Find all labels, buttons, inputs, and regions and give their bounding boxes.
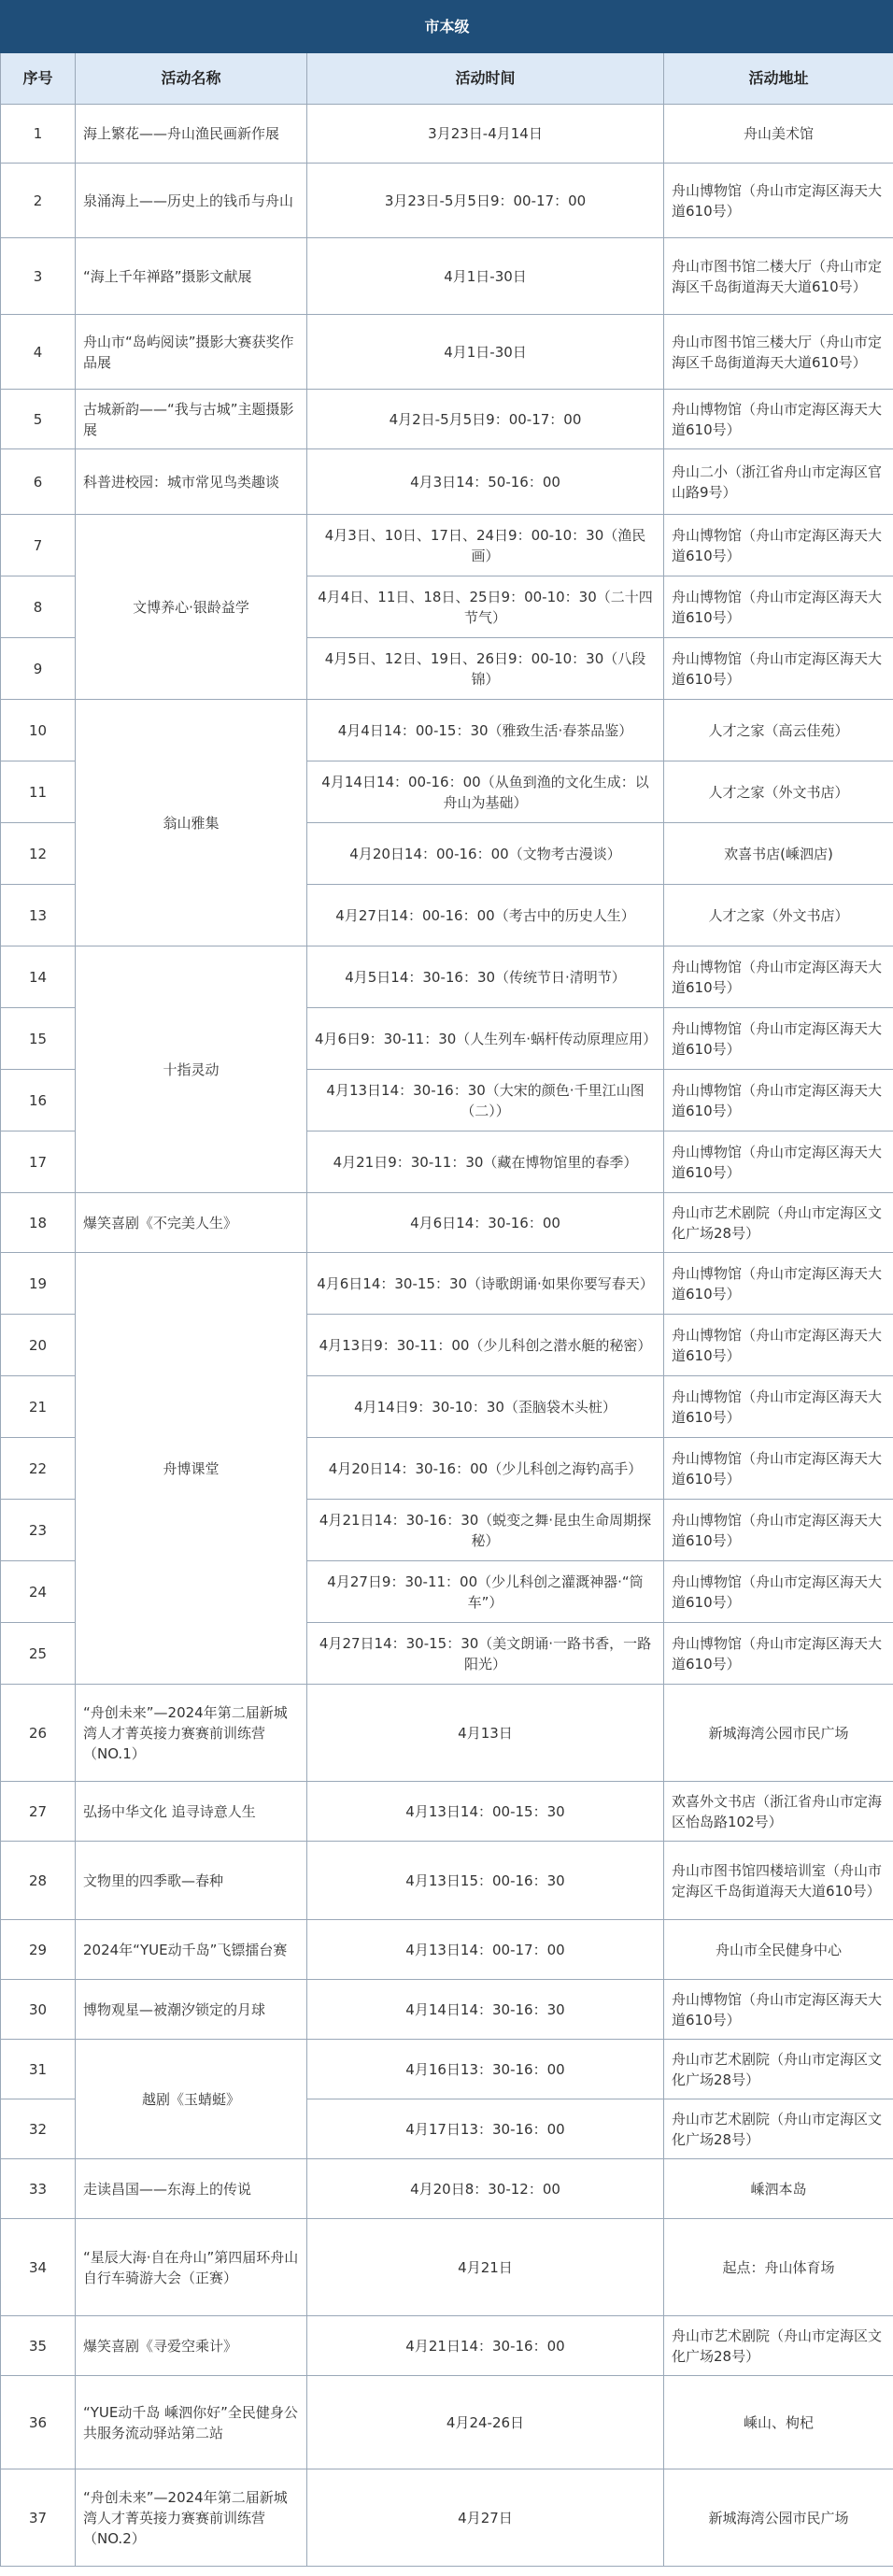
table-row xyxy=(1,946,893,1008)
row-name: “舟创未来”—2024年第二届新城湾人才菁英接力赛赛前训练营（NO.1） xyxy=(76,1685,307,1782)
row-name-group: 越剧《玉蜻蜓》 xyxy=(76,2040,307,2159)
row-name: 爆笑喜剧《不完美人生》 xyxy=(76,1193,307,1253)
row-name: 古城新韵——“我与古城”主题摄影展 xyxy=(76,390,307,449)
table-row xyxy=(1,105,893,164)
table-row xyxy=(1,238,893,315)
row-num: 14 xyxy=(1,946,76,1008)
row-time: 4月13日 xyxy=(307,1685,664,1782)
row-addr: 舟山博物馆（舟山市定海区海天大道610号） xyxy=(664,164,893,238)
row-time: 4月2日-5月5日9：00-17：00 xyxy=(307,390,664,449)
row-addr: 舟山市艺术剧院（舟山市定海区文化广场28号） xyxy=(664,2040,893,2099)
row-time: 4月14日9：30-10：30（歪脑袋木头桩） xyxy=(307,1376,664,1438)
row-time: 4月21日9：30-11：30（藏在博物馆里的春季） xyxy=(307,1131,664,1193)
row-time: 3月23日-5月5日9：00-17：00 xyxy=(307,164,664,238)
row-time: 4月14日14：00-16：00（从鱼到渔的文化生成：以舟山为基础） xyxy=(307,761,664,823)
row-name-group: 文博养心·银龄益学 xyxy=(76,515,307,700)
row-name: 海上繁花——舟山渔民画新作展 xyxy=(76,105,307,164)
table-row xyxy=(1,1193,893,1253)
row-addr: 嵊山、枸杞 xyxy=(664,2376,893,2469)
row-num: 6 xyxy=(1,449,76,515)
row-time: 4月27日14：30-15：30（美文朗诵·一路书香，一路阳光） xyxy=(307,1623,664,1685)
row-num: 24 xyxy=(1,1561,76,1623)
row-num: 13 xyxy=(1,885,76,946)
row-addr: 舟山博物馆（舟山市定海区海天大道610号） xyxy=(664,1131,893,1193)
row-addr: 人才之家（外文书店） xyxy=(664,761,893,823)
row-num: 15 xyxy=(1,1008,76,1070)
row-num: 36 xyxy=(1,2376,76,2469)
row-name: 爆笑喜剧《寻爱空乘计》 xyxy=(76,2316,307,2376)
row-addr: 舟山博物馆（舟山市定海区海天大道610号） xyxy=(664,390,893,449)
row-time: 4月5日、12日、19日、26日9：00-10：30（八段锦） xyxy=(307,638,664,700)
row-num: 30 xyxy=(1,1980,76,2040)
row-time: 4月17日13：30-16：00 xyxy=(307,2099,664,2159)
header-time: 活动时间 xyxy=(307,53,664,105)
row-addr: 新城海湾公园市民广场 xyxy=(664,1685,893,1782)
row-time: 4月1日-30日 xyxy=(307,238,664,315)
row-addr: 欢喜书店(嵊泗店) xyxy=(664,823,893,885)
row-addr: 舟山市艺术剧院（舟山市定海区文化广场28号） xyxy=(664,2316,893,2376)
row-num: 31 xyxy=(1,2040,76,2099)
table-row xyxy=(1,449,893,515)
row-addr: 舟山博物馆（舟山市定海区海天大道610号） xyxy=(664,576,893,638)
row-time: 4月6日14：30-16：00 xyxy=(307,1193,664,1253)
row-num: 20 xyxy=(1,1315,76,1376)
row-name-group: 翁山雅集 xyxy=(76,700,307,946)
row-num: 29 xyxy=(1,1920,76,1980)
row-num: 37 xyxy=(1,2469,76,2567)
row-time: 4月27日9：30-11：00（少儿科创之灌溉神器·“筒车”） xyxy=(307,1561,664,1623)
row-time: 4月21日14：30-16：00 xyxy=(307,2316,664,2376)
row-addr: 舟山博物馆（舟山市定海区海天大道610号） xyxy=(664,1376,893,1438)
row-addr: 舟山市图书馆二楼大厅（舟山市定海区千岛街道海天大道610号） xyxy=(664,238,893,315)
row-name-group: 舟博课堂 xyxy=(76,1253,307,1685)
row-addr: 舟山博物馆（舟山市定海区海天大道610号） xyxy=(664,1500,893,1561)
row-time: 4月14日14：30-16：30 xyxy=(307,1980,664,2040)
table-title: 市本级 xyxy=(1,1,893,53)
row-num: 3 xyxy=(1,238,76,315)
row-addr: 舟山二小（浙江省舟山市定海区官山路9号） xyxy=(664,449,893,515)
row-num: 5 xyxy=(1,390,76,449)
table-row xyxy=(1,2219,893,2316)
row-time: 4月3日、10日、17日、24日9：00-10：30（渔民画） xyxy=(307,515,664,576)
row-time: 4月20日14：00-16：00（文物考古漫谈） xyxy=(307,823,664,885)
row-addr: 舟山博物馆（舟山市定海区海天大道610号） xyxy=(664,1980,893,2040)
header-row xyxy=(1,53,893,105)
row-addr: 人才之家（高云佳苑） xyxy=(664,700,893,761)
table-row xyxy=(1,2316,893,2376)
row-addr: 舟山博物馆（舟山市定海区海天大道610号） xyxy=(664,946,893,1008)
row-num: 21 xyxy=(1,1376,76,1438)
row-time: 4月6日9：30-11：30（人生列车·蜗杆传动原理应用） xyxy=(307,1008,664,1070)
row-addr: 舟山博物馆（舟山市定海区海天大道610号） xyxy=(664,515,893,576)
row-time: 4月13日14：00-17：00 xyxy=(307,1920,664,1980)
table-row xyxy=(1,315,893,390)
row-time: 4月27日14：00-16：00（考古中的历史人生） xyxy=(307,885,664,946)
row-num: 16 xyxy=(1,1070,76,1131)
row-name: 文物里的四季歌—春种 xyxy=(76,1842,307,1920)
row-time: 4月13日15：00-16：30 xyxy=(307,1842,664,1920)
row-addr: 舟山博物馆（舟山市定海区海天大道610号） xyxy=(664,1070,893,1131)
row-addr: 舟山博物馆（舟山市定海区海天大道610号） xyxy=(664,1561,893,1623)
row-time: 4月21日 xyxy=(307,2219,664,2316)
row-name: 弘扬中华文化 追寻诗意人生 xyxy=(76,1782,307,1842)
row-name: 舟山市“岛屿阅读”摄影大赛获奖作品展 xyxy=(76,315,307,390)
row-num: 35 xyxy=(1,2316,76,2376)
row-num: 26 xyxy=(1,1685,76,1782)
row-addr: 舟山市全民健身中心 xyxy=(664,1920,893,1980)
row-time: 4月16日13：30-16：00 xyxy=(307,2040,664,2099)
row-time: 4月21日14：30-16：30（蜕变之舞·昆虫生命周期探秘） xyxy=(307,1500,664,1561)
row-num: 11 xyxy=(1,761,76,823)
row-num: 28 xyxy=(1,1842,76,1920)
title-row xyxy=(1,1,893,53)
row-time: 4月3日14：50-16：00 xyxy=(307,449,664,515)
row-time: 4月24-26日 xyxy=(307,2376,664,2469)
row-addr: 舟山博物馆（舟山市定海区海天大道610号） xyxy=(664,1623,893,1685)
row-name: 2024年“YUE动千岛”飞镖擂台赛 xyxy=(76,1920,307,1980)
row-time: 4月5日14：30-16：30（传统节日·清明节） xyxy=(307,946,664,1008)
table-row xyxy=(1,1253,893,1315)
table-row xyxy=(1,700,893,761)
row-time: 4月4日14：00-15：30（雅致生活·春茶品鉴） xyxy=(307,700,664,761)
row-num: 4 xyxy=(1,315,76,390)
row-addr: 人才之家（外文书店） xyxy=(664,885,893,946)
row-time: 4月20日14：30-16：00（少儿科创之海钓高手） xyxy=(307,1438,664,1500)
row-time: 3月23日-4月14日 xyxy=(307,105,664,164)
row-time: 4月1日-30日 xyxy=(307,315,664,390)
row-num: 1 xyxy=(1,105,76,164)
row-addr: 舟山博物馆（舟山市定海区海天大道610号） xyxy=(664,1253,893,1315)
row-num: 25 xyxy=(1,1623,76,1685)
table-row xyxy=(1,515,893,576)
table-row xyxy=(1,164,893,238)
header-name: 活动名称 xyxy=(76,53,307,105)
row-num: 12 xyxy=(1,823,76,885)
row-num: 8 xyxy=(1,576,76,638)
row-addr: 欢喜外文书店（浙江省舟山市定海区怡岛路102号） xyxy=(664,1782,893,1842)
row-addr: 舟山市艺术剧院（舟山市定海区文化广场28号） xyxy=(664,1193,893,1253)
row-name: “YUE动千岛 嵊泗你好”全民健身公共服务流动驿站第二站 xyxy=(76,2376,307,2469)
row-name: 科普进校园：城市常见鸟类趣谈 xyxy=(76,449,307,515)
row-num: 9 xyxy=(1,638,76,700)
row-name: 泉涌海上——历史上的钱币与舟山 xyxy=(76,164,307,238)
row-name: “星辰大海·自在舟山”第四届环舟山自行车骑游大会（正赛） xyxy=(76,2219,307,2316)
row-num: 32 xyxy=(1,2099,76,2159)
row-num: 19 xyxy=(1,1253,76,1315)
row-num: 22 xyxy=(1,1438,76,1500)
row-num: 17 xyxy=(1,1131,76,1193)
row-addr: 舟山市艺术剧院（舟山市定海区文化广场28号） xyxy=(664,2099,893,2159)
row-addr: 舟山市图书馆三楼大厅（舟山市定海区千岛街道海天大道610号） xyxy=(664,315,893,390)
table-row xyxy=(1,2159,893,2219)
row-name-group: 十指灵动 xyxy=(76,946,307,1193)
row-name: 走读昌国——东海上的传说 xyxy=(76,2159,307,2219)
row-num: 27 xyxy=(1,1782,76,1842)
row-addr: 舟山博物馆（舟山市定海区海天大道610号） xyxy=(664,1008,893,1070)
row-time: 4月20日8：30-12：00 xyxy=(307,2159,664,2219)
row-num: 33 xyxy=(1,2159,76,2219)
row-time: 4月13日14：00-15：30 xyxy=(307,1782,664,1842)
row-addr: 新城海湾公园市民广场 xyxy=(664,2469,893,2567)
table-row xyxy=(1,2469,893,2567)
table-row xyxy=(1,1980,893,2040)
row-time: 4月27日 xyxy=(307,2469,664,2567)
row-addr: 舟山博物馆（舟山市定海区海天大道610号） xyxy=(664,1438,893,1500)
row-num: 7 xyxy=(1,515,76,576)
row-name: 博物观星—被潮汐锁定的月球 xyxy=(76,1980,307,2040)
row-time: 4月6日14：30-15：30（诗歌朗诵·如果你要写春天） xyxy=(307,1253,664,1315)
row-time: 4月4日、11日、18日、25日9：00-10：30（二十四节气） xyxy=(307,576,664,638)
table-row xyxy=(1,390,893,449)
table-row xyxy=(1,1685,893,1782)
row-addr: 舟山美术馆 xyxy=(664,105,893,164)
row-num: 23 xyxy=(1,1500,76,1561)
table-row xyxy=(1,2040,893,2099)
row-addr: 舟山博物馆（舟山市定海区海天大道610号） xyxy=(664,638,893,700)
table-row xyxy=(1,1782,893,1842)
row-time: 4月13日14：30-16：30（大宋的颜色·千里江山图（二）） xyxy=(307,1070,664,1131)
header-addr: 活动地址 xyxy=(664,53,893,105)
row-time: 4月13日9：30-11：00（少儿科创之潜水艇的秘密） xyxy=(307,1315,664,1376)
header-num: 序号 xyxy=(1,53,76,105)
row-addr: 舟山市图书馆四楼培训室（舟山市定海区千岛街道海天大道610号） xyxy=(664,1842,893,1920)
row-name: “海上千年禅路”摄影文献展 xyxy=(76,238,307,315)
row-num: 18 xyxy=(1,1193,76,1253)
table-row xyxy=(1,1920,893,1980)
table-row xyxy=(1,1842,893,1920)
row-num: 2 xyxy=(1,164,76,238)
row-addr: 起点：舟山体育场 xyxy=(664,2219,893,2316)
row-addr: 舟山博物馆（舟山市定海区海天大道610号） xyxy=(664,1315,893,1376)
table-row xyxy=(1,2376,893,2469)
row-addr: 嵊泗本岛 xyxy=(664,2159,893,2219)
row-name: “舟创未来”—2024年第二届新城湾人才菁英接力赛赛前训练营（NO.2） xyxy=(76,2469,307,2567)
row-num: 10 xyxy=(1,700,76,761)
row-num: 34 xyxy=(1,2219,76,2316)
